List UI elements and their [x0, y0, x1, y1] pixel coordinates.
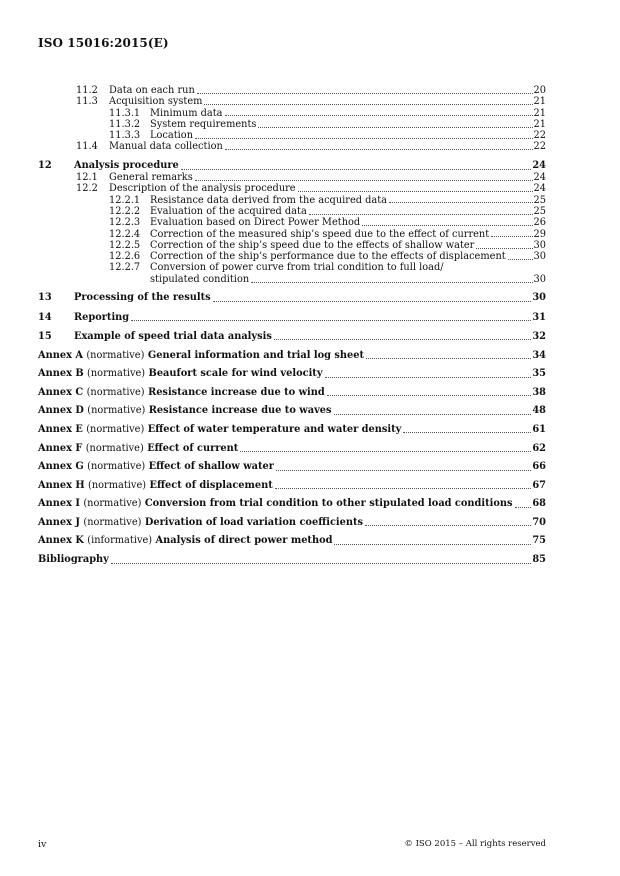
- toc-page-number: 20: [533, 85, 546, 96]
- annex-label: Annex I: [38, 498, 80, 510]
- annex-kind: (normative): [83, 498, 142, 510]
- toc-title: General remarks: [109, 172, 193, 184]
- toc-title: Effect of shallow water: [148, 461, 274, 473]
- toc-title: Example of speed trial data analysis: [74, 330, 272, 342]
- annex-label: Annex C: [38, 386, 84, 398]
- annex-kind: (normative): [88, 479, 147, 491]
- toc-page-number: 30: [533, 251, 546, 263]
- toc-leader-dots: [197, 85, 533, 94]
- toc-leader-dots: [195, 130, 533, 139]
- toc-entry[interactable]: [38, 96, 546, 107]
- toc-title: Effect of current: [147, 442, 239, 454]
- toc-number: 11.3.2: [109, 118, 141, 130]
- toc-page-number: 75: [532, 535, 546, 547]
- annex-label: Annex J: [38, 516, 80, 528]
- toc-number: 14: [38, 311, 52, 323]
- toc-page-number: 21: [533, 107, 546, 119]
- toc-leader-dots: [334, 535, 531, 545]
- toc-annex-entry[interactable]: [38, 405, 546, 417]
- annex-label: Annex A: [38, 349, 83, 361]
- toc-leader-dots: [181, 160, 532, 170]
- toc-title: Analysis procedure: [74, 160, 179, 172]
- annex-kind: (informative): [87, 535, 153, 547]
- toc-entry[interactable]: [38, 195, 546, 206]
- toc-entry[interactable]: [38, 331, 546, 343]
- toc-annex-entry[interactable]: [38, 424, 546, 436]
- toc-page-number: 30: [533, 239, 546, 251]
- toc-annex-entry[interactable]: [38, 368, 546, 380]
- toc-leader-dots: [327, 387, 532, 397]
- toc-number: 12.2: [76, 183, 98, 195]
- toc-number: 11.3.3: [109, 130, 141, 142]
- toc-title: Minimum data: [150, 107, 223, 119]
- toc-entry[interactable]: [38, 183, 546, 194]
- toc-annex-entry[interactable]: [38, 498, 546, 510]
- toc-leader-dots: [225, 108, 533, 117]
- toc-page-number: 24: [532, 160, 546, 172]
- annex-kind: (normative): [87, 368, 146, 380]
- toc-entry[interactable]: [38, 108, 546, 119]
- toc-leader-dots: [389, 195, 533, 204]
- annex-kind: (normative): [85, 442, 144, 454]
- toc-page-number: 66: [532, 461, 546, 473]
- toc-entry[interactable]: [38, 206, 546, 217]
- toc-entry[interactable]: [38, 262, 546, 273]
- annex-label: Annex E: [38, 423, 83, 435]
- toc-page-number: 32: [532, 330, 546, 342]
- toc-entry[interactable]: [38, 240, 546, 251]
- toc-title: Resistance data derived from the acquired data: [150, 194, 388, 206]
- toc-leader-dots: [204, 96, 532, 105]
- annex-label: Annex G: [38, 461, 84, 473]
- toc-number: 11.3: [76, 96, 98, 108]
- toc-leader-dots: [213, 292, 532, 302]
- copyright-notice: © ISO 2015 – All rights reserved: [404, 839, 546, 849]
- toc-entry[interactable]: [38, 229, 546, 240]
- toc-title: Resistance increase due to waves: [148, 405, 332, 417]
- toc-leader-dots: [276, 461, 531, 471]
- toc-page-number: 22: [533, 130, 546, 142]
- toc-entry[interactable]: [38, 251, 546, 262]
- toc-number: 12.1: [76, 172, 98, 184]
- toc-leader-dots: [251, 274, 532, 283]
- toc-entry[interactable]: [38, 312, 546, 324]
- toc-entry[interactable]: [38, 160, 546, 172]
- toc-page-number: 35: [532, 368, 546, 380]
- toc-entry[interactable]: [38, 274, 546, 285]
- annex-kind: (normative): [83, 516, 142, 528]
- toc-number: 11.2: [76, 85, 98, 96]
- toc-page-number: 30: [533, 273, 546, 285]
- toc-leader-dots: [362, 217, 532, 226]
- toc-page-number: 29: [533, 228, 546, 240]
- toc-leader-dots: [111, 554, 532, 564]
- toc-leader-dots: [131, 312, 531, 322]
- table-of-contents: [38, 85, 546, 566]
- toc-leader-dots: [275, 480, 532, 490]
- toc-leader-dots: [365, 517, 531, 527]
- toc-page-number: 34: [532, 349, 546, 361]
- toc-entry[interactable]: [38, 85, 546, 96]
- toc-leader-dots: [366, 350, 531, 360]
- toc-number: 13: [38, 292, 52, 304]
- annex-kind: (normative): [87, 405, 146, 417]
- toc-title: Derivation of load variation coefficients: [144, 516, 364, 528]
- toc-title: Conversion from trial condition to other stipulated load conditions: [144, 498, 513, 510]
- toc-annex-entry[interactable]: [38, 461, 546, 473]
- toc-page-number: 24: [533, 172, 546, 184]
- toc-number: 11.4: [76, 141, 98, 153]
- annex-kind: (normative): [86, 423, 145, 435]
- toc-title: stipulated condition: [150, 273, 250, 285]
- toc-number: 15: [38, 330, 52, 342]
- toc-leader-dots: [274, 331, 532, 341]
- toc-leader-dots: [309, 206, 533, 215]
- toc-title: Analysis of direct power method: [155, 535, 333, 547]
- toc-page-number: 26: [533, 217, 546, 229]
- toc-title: Evaluation of the acquired data: [150, 205, 307, 217]
- toc-title: Evaluation based on Direct Power Method: [150, 217, 361, 229]
- toc-entry[interactable]: [38, 130, 546, 141]
- toc-title: Reporting: [74, 311, 130, 323]
- document-header: ISO 15016:2015(E): [38, 36, 169, 50]
- annex-kind: (normative): [86, 386, 145, 398]
- toc-title: System requirements: [150, 118, 257, 130]
- toc-number: 12: [38, 160, 52, 172]
- toc-page-number: 25: [533, 194, 546, 206]
- toc-page-number: 67: [532, 479, 546, 491]
- toc-title: Location: [150, 130, 194, 142]
- toc-leader-dots: [515, 498, 532, 508]
- toc-number: 12.2.4: [109, 228, 141, 240]
- toc-page-number: 85: [532, 554, 546, 566]
- toc-title: Data on each run: [109, 85, 195, 96]
- toc-entry[interactable]: [38, 172, 546, 183]
- annex-label: Annex K: [38, 535, 84, 547]
- toc-annex-entry[interactable]: [38, 350, 546, 362]
- toc-leader-dots: [195, 172, 533, 181]
- toc-title: Conversion of power curve from trial condition to full load/: [150, 262, 444, 274]
- toc-leader-dots: [508, 251, 533, 260]
- toc-page-number: 21: [533, 96, 546, 108]
- toc-entry[interactable]: [38, 292, 546, 304]
- toc-leader-dots: [403, 424, 531, 434]
- toc-entry[interactable]: [38, 217, 546, 228]
- toc-page-number: 21: [533, 118, 546, 130]
- toc-page-number: 68: [532, 498, 546, 510]
- toc-title: Description of the analysis procedure: [109, 183, 296, 195]
- toc-leader-dots: [334, 405, 532, 415]
- toc-title: General information and trial log sheet: [147, 349, 365, 361]
- toc-page-number: 38: [532, 386, 546, 398]
- toc-title: Correction of the measured ship’s speed due to the effect of current: [150, 228, 490, 240]
- toc-page-number: 48: [532, 405, 546, 417]
- toc-annex-entry[interactable]: [38, 480, 546, 492]
- toc-number: 12.2.6: [109, 251, 141, 263]
- toc-title: Resistance increase due to wind: [148, 386, 325, 398]
- toc-page-number: 31: [532, 311, 546, 323]
- toc-title: Effect of displacement: [149, 479, 273, 491]
- toc-title: Correction of the ship’s performance due to the effects of displacement: [150, 251, 506, 263]
- toc-leader-dots: [476, 240, 532, 249]
- toc-number: 12.2.5: [109, 239, 141, 251]
- toc-annex-entry[interactable]: [38, 443, 546, 455]
- annex-label: Annex F: [38, 442, 83, 454]
- toc-annex-entry[interactable]: [38, 517, 546, 529]
- annex-label: Annex D: [38, 405, 84, 417]
- toc-title: Effect of water temperature and water density: [147, 423, 402, 435]
- toc-page-number: 25: [533, 205, 546, 217]
- annex-label: Annex H: [38, 479, 85, 491]
- toc-leader-dots: [240, 443, 531, 453]
- toc-entry[interactable]: [38, 119, 546, 130]
- toc-page-number: 61: [532, 423, 546, 435]
- annex-label: Annex B: [38, 368, 84, 380]
- toc-entry[interactable]: [38, 141, 546, 152]
- toc-title: Correction of the ship’s speed due to the effects of shallow water: [150, 239, 475, 251]
- toc-annex-entry[interactable]: [38, 535, 546, 547]
- page-number: iv: [38, 839, 47, 850]
- toc-page-number: 24: [533, 183, 546, 195]
- toc-leader-dots: [325, 368, 532, 378]
- toc-leader-dots: [225, 141, 533, 150]
- toc-page-number: 30: [532, 292, 546, 304]
- toc-leader-dots: [258, 119, 532, 128]
- toc-page-number: 70: [532, 516, 546, 528]
- toc-number: 11.3.1: [109, 107, 141, 119]
- toc-entry[interactable]: [38, 554, 546, 566]
- toc-page-number: 62: [532, 442, 546, 454]
- toc-number: 12.2.7: [109, 262, 141, 274]
- toc-leader-dots: [491, 229, 532, 238]
- toc-annex-entry[interactable]: [38, 387, 546, 399]
- toc-title: Beaufort scale for wind velocity: [148, 368, 323, 380]
- toc-number: 12.2.3: [109, 217, 141, 229]
- toc-page-number: 22: [533, 141, 546, 153]
- toc-number: 12.2.2: [109, 205, 141, 217]
- toc-title: Bibliography: [38, 554, 109, 566]
- toc-title: Processing of the results: [74, 292, 211, 304]
- toc-number: 12.2.1: [109, 194, 141, 206]
- annex-kind: (normative): [86, 349, 145, 361]
- annex-kind: (normative): [87, 461, 146, 473]
- toc-leader-dots: [298, 183, 533, 192]
- toc-title: Acquisition system: [109, 96, 203, 108]
- toc-title: Manual data collection: [109, 141, 223, 153]
